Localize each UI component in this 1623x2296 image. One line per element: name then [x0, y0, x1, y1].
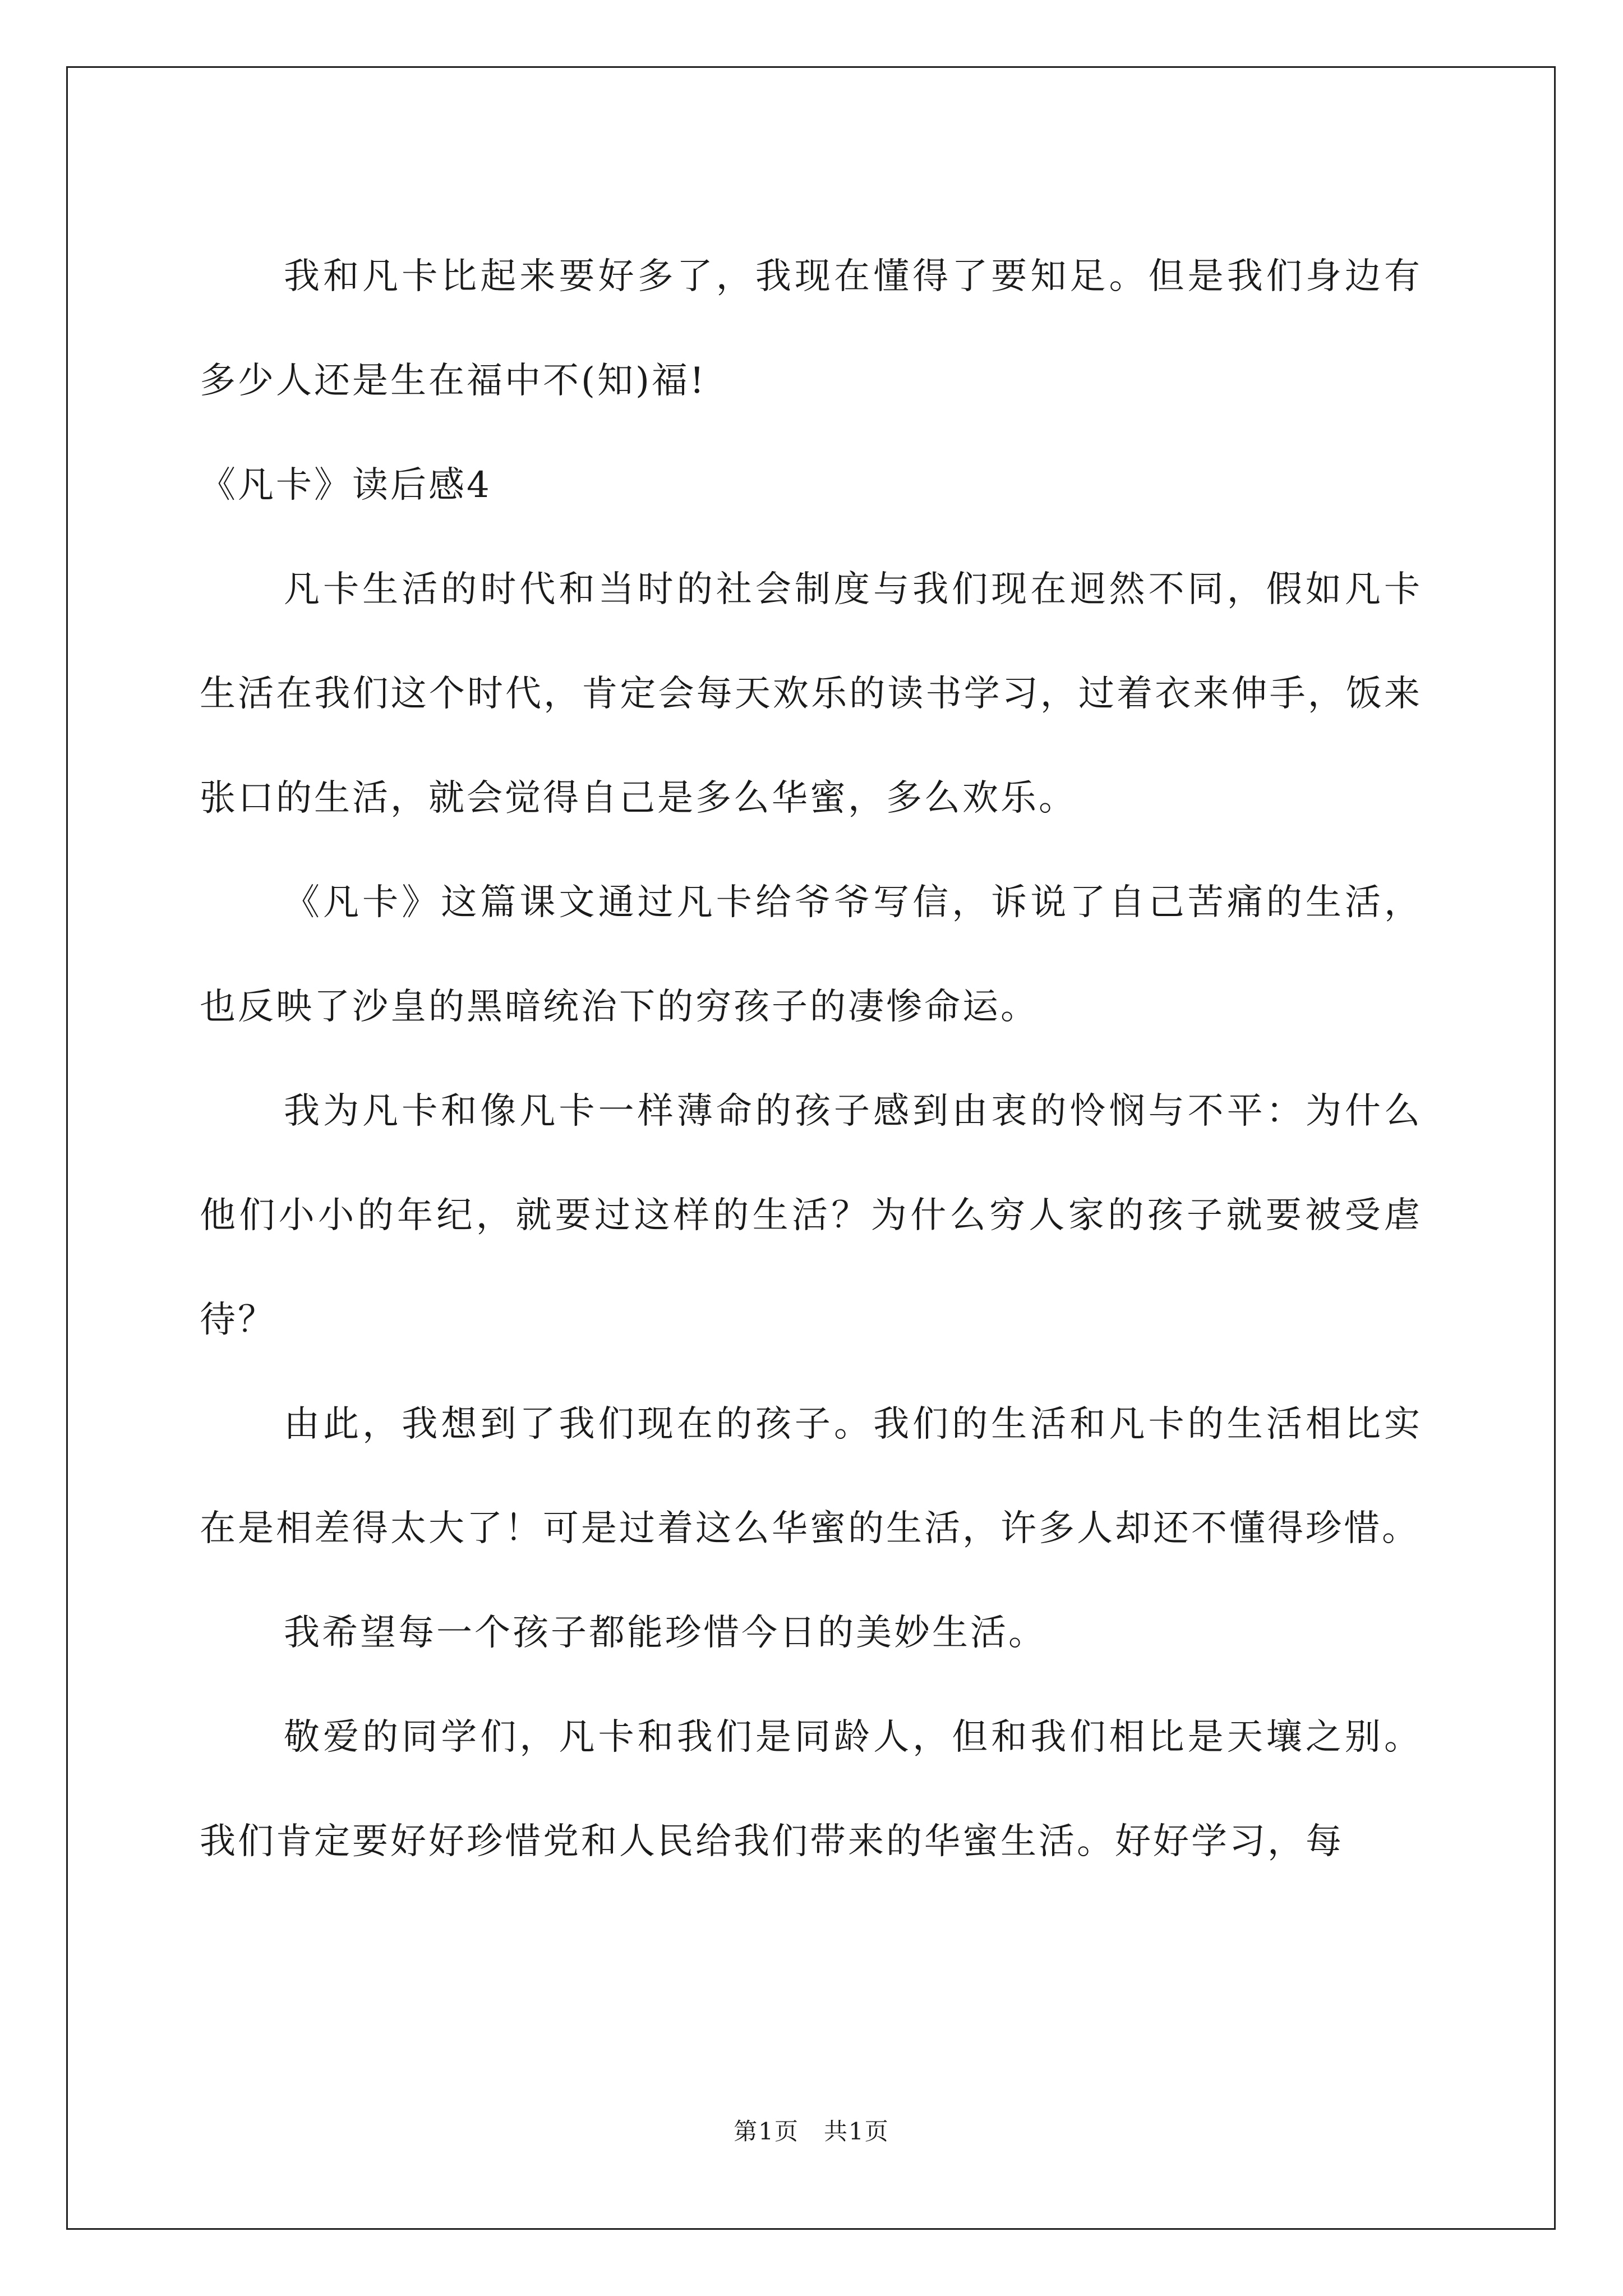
document-body — [200, 224, 1422, 1894]
paragraph-4: 我为凡卡和像凡卡一样薄命的孩子感到由衷的怜悯与不平：为什么他们小小的年纪，就要过这样的生活？为什么穷人家的孩子就要被受虐待？ — [200, 1091, 1422, 1341]
paragraph-3: 《凡卡》这篇课文通过凡卡给爷爷写信，诉说了自己苦痛的生活，也反映了沙皇的黑暗统治下的穷孩子的凄惨命运。 — [200, 882, 1422, 1028]
paragraph-5: 由此，我想到了我们现在的孩子。我们的生活和凡卡的生活相比实在是相差得太大了！可是过着这么华蜜的生活，许多人却还不懂得珍惜。 — [200, 1404, 1422, 1549]
page-footer: 第1页 共1页 — [734, 2118, 889, 2145]
paragraph-6: 我希望每一个孩子都能珍惜今日的美妙生活。 — [284, 1612, 1046, 1654]
paragraph-2: 凡卡生活的时代和当时的社会制度与我们现在迥然不同，假如凡卡生活在我们这个时代，肯定会每天欢乐的读书学习，过着衣来伸手，饭来张口的生活，就会觉得自己是多么华蜜，多么欢乐。 — [200, 569, 1422, 819]
section-heading: 《凡卡》读后感4 — [200, 464, 492, 506]
paragraph-7: 敬爱的同学们，凡卡和我们是同龄人，但和我们相比是天壤之别。我们肯定要好好珍惜党和人民给我们带来的华蜜生活。好好学习，每 — [200, 1717, 1422, 1862]
paragraph-1: 我和凡卡比起来要好多了，我现在懂得了要知足。但是我们身边有多少人还是生在福中不(知)福! — [200, 256, 1422, 402]
